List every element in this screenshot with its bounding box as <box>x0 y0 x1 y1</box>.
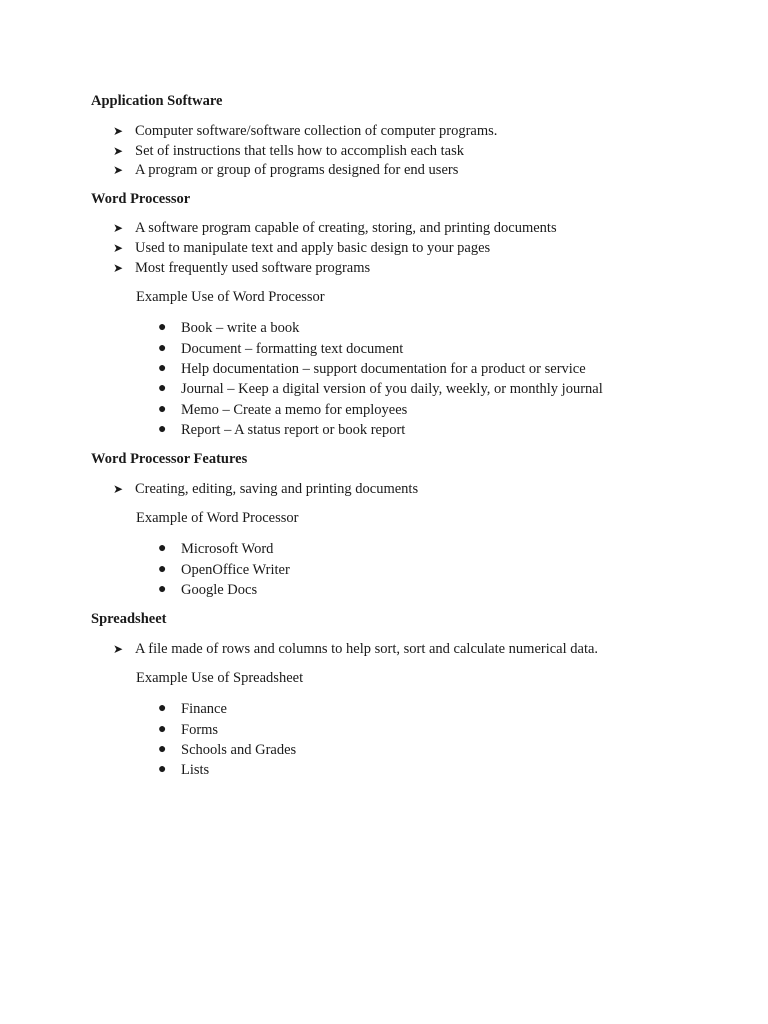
bullet-dot-icon: ● <box>158 402 167 417</box>
list-item: ● Report – A status report or book report <box>158 422 406 438</box>
bullet-dot-icon: ● <box>158 320 167 335</box>
bullet-dot-icon: ● <box>158 762 167 777</box>
list-item: ➤ Used to manipulate text and apply basic design to your pages <box>113 240 491 256</box>
arrow-bullet-icon: ➤ <box>113 482 124 496</box>
arrow-bullet-icon: ➤ <box>113 241 124 255</box>
list-item: ● Book – write a book <box>158 320 300 336</box>
example-label: Example Use of Word Processor <box>136 289 325 305</box>
bullet-dot-icon: ● <box>158 582 167 597</box>
list-item: ● OpenOffice Writer <box>158 562 290 578</box>
example-label: Example of Word Processor <box>136 510 299 526</box>
bullet-dot-icon: ● <box>158 422 167 437</box>
list-item: ● Forms <box>158 722 219 738</box>
list-item: ● Document – formatting text document <box>158 341 404 357</box>
bullet-dot-icon: ● <box>158 701 167 716</box>
section-heading-application-software: Application Software <box>91 93 223 109</box>
section-heading-spreadsheet: Spreadsheet <box>91 611 167 627</box>
section-heading-word-processor-features: Word Processor Features <box>91 451 248 467</box>
arrow-bullet-icon: ➤ <box>113 124 124 138</box>
bullet-dot-icon: ● <box>158 742 167 757</box>
bullet-dot-icon: ● <box>158 562 167 577</box>
list-item: ● Journal – Keep a digital version of you daily, weekly, or monthly journal <box>158 381 603 397</box>
arrow-bullet-icon: ➤ <box>113 221 124 235</box>
list-item: ● Microsoft Word <box>158 541 274 557</box>
list-item: ➤ Most frequently used software programs <box>113 260 371 276</box>
arrow-bullet-icon: ➤ <box>113 642 124 656</box>
list-item: ● Schools and Grades <box>158 742 297 758</box>
arrow-bullet-icon: ➤ <box>113 261 124 275</box>
arrow-bullet-icon: ➤ <box>113 163 124 177</box>
arrow-bullet-icon: ➤ <box>113 144 124 158</box>
bullet-dot-icon: ● <box>158 361 167 376</box>
list-item: ● Memo – Create a memo for employees <box>158 402 408 418</box>
list-item: ● Help documentation – support documentation for a product or service <box>158 361 586 377</box>
bullet-dot-icon: ● <box>158 341 167 356</box>
list-item: ● Lists <box>158 762 210 778</box>
list-item: ➤ A program or group of programs designed for end users <box>113 162 459 178</box>
list-item: ● Google Docs <box>158 582 258 598</box>
bullet-dot-icon: ● <box>158 722 167 737</box>
bullet-dot-icon: ● <box>158 541 167 556</box>
bullet-dot-icon: ● <box>158 381 167 396</box>
list-item: ➤ Set of instructions that tells how to accomplish each task <box>113 143 465 159</box>
example-label: Example Use of Spreadsheet <box>136 670 304 686</box>
list-item: ➤ Creating, editing, saving and printing documents <box>113 481 419 497</box>
list-item: ➤ A software program capable of creating, storing, and printing documents <box>113 220 557 236</box>
list-item: ● Finance <box>158 701 227 717</box>
section-heading-word-processor: Word Processor <box>91 191 191 207</box>
list-item: ➤ A file made of rows and columns to help sort, sort and calculate numerical data. <box>113 641 599 657</box>
list-item: ➤ Computer software/software collection of computer programs. <box>113 123 498 139</box>
